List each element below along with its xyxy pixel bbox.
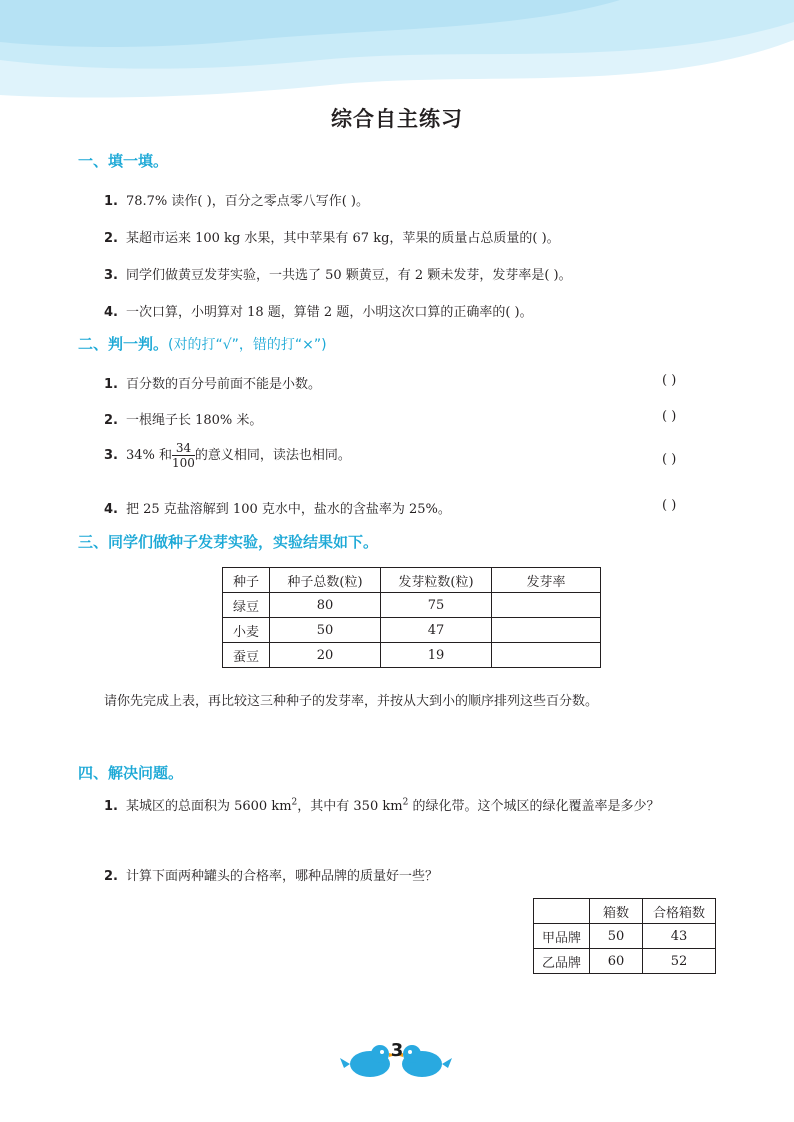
table-cell: 60 [590,949,643,974]
answer-paren-3: ( ) [662,452,677,467]
section-4-question-1: 1. 某城区的总面积为 5600 $km^2$，其中有 350 $km^2$ 的绿化带。这个城区的绿化覆盖率是多少？ [104,797,660,814]
section-1-question-1: 1. 78.7% 读作( )，百分之零点零八写作( )。 [104,194,369,209]
section-2-question-1: 1. 百分数的百分号前面不能是小数。 [104,377,321,392]
table-cell: 47 [381,618,492,643]
table-header: 箱数 [590,899,643,924]
table-row [534,949,716,974]
section-2-question-4: 4. 把 25 克盐溶解到 100 克水中，盐水的含盐率为 25%。 [104,502,451,517]
table-cell [492,618,601,643]
table-row [223,618,601,643]
table-cell [492,643,601,668]
section-3-instruction: 请你先完成上表，再比较这三种种子的发芽率，并按从大到小的顺序排列这些百分数。 [104,694,599,709]
table-header [534,899,590,924]
table-row [223,643,601,668]
table-header: 发芽率 [492,568,601,593]
table-cell: 50 [590,924,643,949]
canned-food-table [533,898,716,974]
table-row [223,593,601,618]
page-title: 综合自主练习 [331,107,463,131]
table-cell: 20 [270,643,381,668]
table-cell: 52 [643,949,716,974]
section-1-question-3: 3. 同学们做黄豆发芽实验，一共选了 50 颗黄豆，有 2 颗未发芽，发芽率是( )。 [104,268,572,283]
germination-table [222,567,601,668]
table-cell: 19 [381,643,492,668]
table-header: 种子 [223,568,270,593]
header-wave-decoration [0,0,794,110]
table-cell: 蚕豆 [223,643,270,668]
section-1-question-2: 2. 某超市运来 100 kg 水果，其中苹果有 67 kg，苹果的质量占总质量的( )。 [104,231,560,246]
table-header-row [223,568,601,593]
table-cell [492,593,601,618]
table-header: 发芽粒数(粒) [381,568,492,593]
section-2-heading: 二、判一判。(对的打“√”，错的打“×”) [78,335,327,353]
section-2-question-2: 2. 一根绳子长 180% 米。 [104,413,263,428]
table-cell: 80 [270,593,381,618]
section-1-question-4: 4. 一次口算，小明算对 18 题，算错 2 题，小明这次口算的正确率的( )。 [104,305,533,320]
table-cell: 甲品牌 [534,924,590,949]
fraction: $\frac{34}{100}$ [172,441,195,470]
answer-paren-1: ( ) [662,373,677,388]
answer-paren-2: ( ) [662,409,677,424]
table-header: 种子总数(粒) [270,568,381,593]
section-4-question-2: 2. 计算下面两种罐头的合格率，哪种品牌的质量好一些？ [104,869,438,884]
table-header: 合格箱数 [643,899,716,924]
section-2-question-3: 3. 34% 和 $\frac{34}{100}$ 的意义相同，读法也相同。 [104,441,351,470]
answer-paren-4: ( ) [662,498,677,513]
section-4-heading: 四、解决问题。 [78,764,184,782]
table-cell: 43 [643,924,716,949]
table-row [534,924,716,949]
section-1-heading: 一、填一填。 [78,152,169,170]
table-header-row [534,899,716,924]
table-cell: 小麦 [223,618,270,643]
table-cell: 乙品牌 [534,949,590,974]
section-3-heading: 三、同学们做种子发芽实验，实验结果如下。 [78,533,379,551]
table-cell: 50 [270,618,381,643]
table-cell: 75 [381,593,492,618]
table-cell: 绿豆 [223,593,270,618]
section-2-note: (对的打“√”，错的打“×”) [168,337,327,353]
page-number: 3 [390,1040,404,1061]
